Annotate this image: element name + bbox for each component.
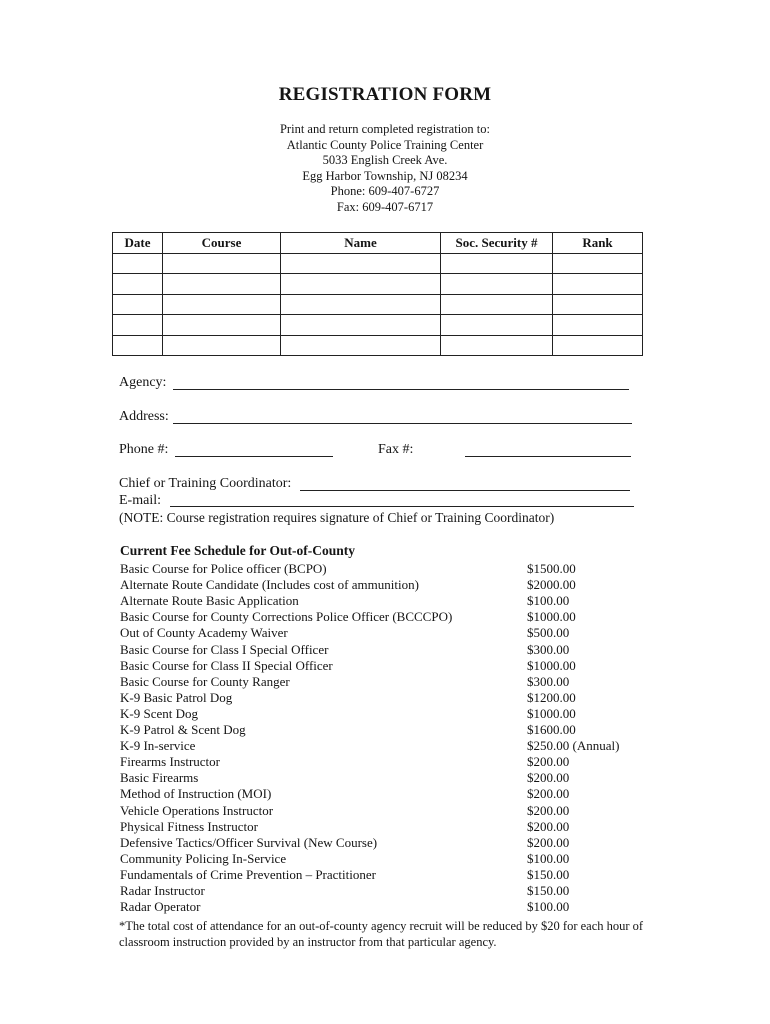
footnote: *The total cost of attendance for an out-of-county agency recruit will be reduced by $20 for each hour of classroom instruction provided by an instructor from that particular agency. (119, 919, 644, 949)
address-line[interactable] (173, 423, 632, 424)
cell-date[interactable] (113, 274, 163, 294)
return-address-block (0, 122, 770, 216)
cell-rank[interactable] (553, 274, 643, 294)
fee-course-name: Out of County Academy Waiver (120, 625, 288, 641)
chief-line[interactable] (300, 490, 630, 491)
return-instruction: Print and return completed registration to: (279, 122, 491, 136)
fee-course-name: K-9 In-service (120, 738, 196, 754)
fee-course-name: Basic Course for County Corrections Police Officer (BCCCPO) (120, 609, 453, 625)
cell-rank[interactable] (553, 315, 643, 335)
fee-row (0, 625, 770, 641)
cell-ssn[interactable] (441, 254, 553, 274)
fee-price: $200.00 (527, 818, 570, 834)
fee-row (0, 722, 770, 738)
header-course: Course (163, 233, 281, 254)
fee-row (0, 819, 770, 835)
fee-course-name: Firearms Instructor (120, 754, 221, 770)
chief-label: Chief or Training Coordinator: (119, 476, 292, 491)
fee-price: $100.00 (527, 850, 570, 866)
table-row (113, 315, 643, 335)
fax-line[interactable] (465, 456, 631, 457)
cell-name[interactable] (281, 294, 441, 314)
fee-row (0, 770, 770, 786)
fee-price: $250.00 (Annual) (527, 738, 620, 754)
fee-course-name: Fundamentals of Crime Prevention – Practitioner (120, 866, 376, 882)
table-row (113, 254, 643, 274)
fee-price: $2000.00 (527, 577, 576, 593)
cell-course[interactable] (163, 294, 281, 314)
fee-price: $1000.00 (527, 657, 576, 673)
phone-label: Phone #: (119, 442, 169, 457)
fee-row (0, 899, 770, 915)
center-fax: Fax: 609-407-6717 (336, 199, 434, 214)
agency-label: Agency: (119, 375, 167, 390)
fee-row (0, 690, 770, 706)
phone-line[interactable] (175, 456, 333, 457)
cell-name[interactable] (281, 254, 441, 274)
fee-row (0, 674, 770, 690)
table-header-row (113, 233, 643, 254)
fee-course-name: Community Policing In-Service (120, 850, 287, 866)
cell-date[interactable] (113, 315, 163, 335)
fee-course-name: Basic Firearms (120, 770, 199, 786)
fee-price: $1600.00 (527, 722, 576, 737)
city-state-zip: Egg Harbor Township, NJ 08234 (302, 168, 468, 183)
registration-table (112, 232, 643, 356)
fee-row (0, 883, 770, 899)
fee-price: $1500.00 (527, 561, 576, 576)
fee-price: $500.00 (527, 625, 570, 641)
center-phone: Phone: 609-407-6727 (330, 184, 440, 199)
fee-price: $1000.00 (527, 705, 576, 721)
agency-line[interactable] (173, 389, 629, 390)
cell-rank[interactable] (553, 294, 643, 314)
cell-ssn[interactable] (441, 335, 553, 355)
fee-row (0, 609, 770, 625)
address-label: Address: (119, 409, 169, 424)
fee-course-name: K-9 Basic Patrol Dog (120, 689, 233, 705)
fee-row (0, 658, 770, 674)
cell-course[interactable] (163, 315, 281, 335)
cell-name[interactable] (281, 274, 441, 294)
cell-rank[interactable] (553, 254, 643, 274)
fee-course-name: Basic Course for Class II Special Officer (120, 657, 333, 673)
fee-course-name: Alternate Route Basic Application (120, 593, 299, 609)
fee-price: $100.00 (527, 899, 570, 915)
fee-course-name: Method of Instruction (MOI) (120, 786, 272, 802)
fee-row (0, 754, 770, 770)
fee-row (0, 851, 770, 867)
fee-course-name: K-9 Scent Dog (120, 705, 198, 721)
cell-ssn[interactable] (441, 274, 553, 294)
email-line[interactable] (170, 506, 634, 507)
fee-row (0, 642, 770, 658)
fee-row (0, 577, 770, 593)
fee-row (0, 803, 770, 819)
fee-price: $300.00 (527, 673, 570, 689)
fee-row (0, 593, 770, 609)
header-ssn: Soc. Security # (441, 233, 553, 254)
table-row (113, 274, 643, 294)
fee-price: $300.00 (527, 641, 570, 657)
cell-name[interactable] (281, 315, 441, 335)
fee-row (0, 561, 770, 577)
signature-note: (NOTE: Course registration requires signature of Chief or Training Coordinator) (119, 510, 555, 525)
header-rank: Rank (553, 233, 643, 254)
fee-course-name: Radar Instructor (120, 883, 205, 898)
fax-label: Fax #: (378, 442, 414, 457)
header-date: Date (113, 233, 163, 254)
fee-course-name: Vehicle Operations Instructor (120, 802, 274, 818)
fee-price: $1200.00 (527, 689, 576, 705)
cell-rank[interactable] (553, 335, 643, 355)
email-label: E-mail: (119, 493, 161, 508)
fee-row (0, 786, 770, 802)
fee-price: $200.00 (527, 802, 570, 818)
cell-course[interactable] (163, 335, 281, 355)
fee-price: $150.00 (527, 883, 570, 898)
fee-course-name: K-9 Patrol & Scent Dog (120, 722, 246, 737)
fee-price: $200.00 (527, 754, 570, 770)
fee-row (0, 738, 770, 754)
fee-course-name: Basic Course for Police officer (BCPO) (120, 561, 327, 576)
center-name: Atlantic County Police Training Center (286, 137, 484, 152)
fee-price: $200.00 (527, 834, 570, 850)
cell-ssn[interactable] (441, 294, 553, 314)
street-address: 5033 English Creek Ave. (322, 153, 448, 168)
fee-price: $150.00 (527, 866, 570, 882)
fee-schedule-heading: Current Fee Schedule for Out-of-County (120, 543, 355, 558)
cell-name[interactable] (281, 335, 441, 355)
fee-row (0, 835, 770, 851)
fee-course-name: Alternate Route Candidate (Includes cost of ammunition) (120, 577, 419, 593)
fee-course-name: Physical Fitness Instructor (120, 818, 258, 834)
fee-row (0, 706, 770, 722)
cell-ssn[interactable] (441, 315, 553, 335)
form-title: REGISTRATION FORM (278, 84, 492, 105)
fee-course-name: Basic Course for County Ranger (120, 673, 290, 689)
fee-course-name: Defensive Tactics/Officer Survival (New Course) (120, 834, 378, 850)
cell-date[interactable] (113, 294, 163, 314)
cell-date[interactable] (113, 335, 163, 355)
cell-date[interactable] (113, 254, 163, 274)
fee-course-name: Radar Operator (120, 899, 201, 915)
fee-price: $100.00 (527, 593, 570, 609)
fee-row (0, 867, 770, 883)
fee-price: $1000.00 (527, 609, 576, 625)
header-name: Name (281, 233, 441, 254)
cell-course[interactable] (163, 274, 281, 294)
table-row (113, 335, 643, 355)
table-row (113, 294, 643, 314)
fee-price: $200.00 (527, 770, 570, 786)
fee-course-name: Basic Course for Class I Special Officer (120, 641, 329, 657)
cell-course[interactable] (163, 254, 281, 274)
fee-price: $200.00 (527, 786, 570, 802)
